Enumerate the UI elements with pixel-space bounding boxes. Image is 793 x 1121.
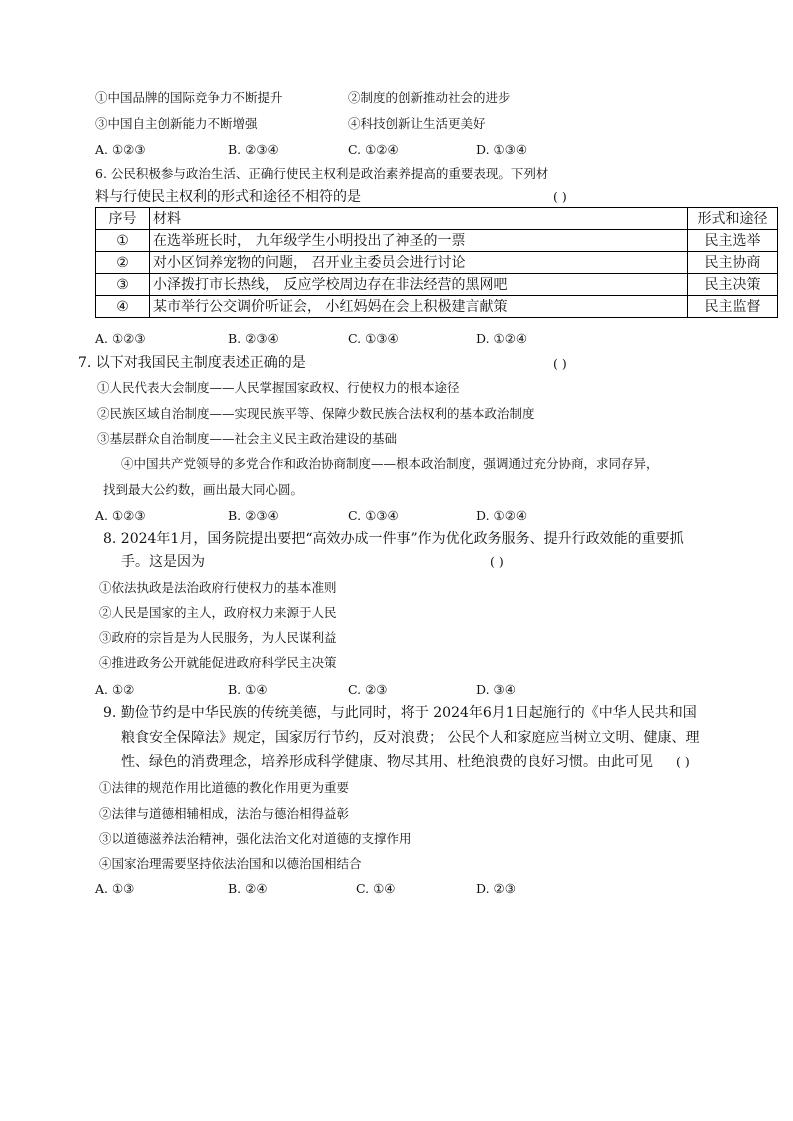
header-material: 材料 xyxy=(150,208,688,230)
table-row xyxy=(96,252,778,274)
q6-table xyxy=(95,207,778,318)
q6-answer-paren: ( ) xyxy=(553,189,567,204)
q5-option-a: A. ①②③ xyxy=(95,142,146,157)
row-form: 民主监督 xyxy=(688,296,778,318)
q9-option-a: A. ①③ xyxy=(95,881,135,896)
q9-answer-paren: ( ) xyxy=(676,754,690,769)
q9-option-c: C. ①④ xyxy=(356,881,396,896)
q9-item-3: ③以道德滋养法治精神，强化法治文化对道德的支撑作用 xyxy=(99,831,412,846)
q6-option-d: D. ①②④ xyxy=(476,331,528,346)
q8-option-b: B. ①④ xyxy=(228,682,268,697)
row-material: 在选举班长时， 九年级学生小明投出了神圣的一票 xyxy=(150,230,688,252)
row-index: ③ xyxy=(96,274,150,296)
q7-item-4-cont: 找到最大公约数，画出最大同心圆。 xyxy=(103,482,304,497)
header-form: 形式和途径 xyxy=(688,208,778,230)
header-index: 序号 xyxy=(96,208,150,230)
q9-option-b: B. ②④ xyxy=(228,881,268,896)
q5-item-4: ④科技创新让生活更美好 xyxy=(348,116,486,131)
q8-answer-paren: ( ) xyxy=(490,554,504,569)
row-material: 对小区饲养宠物的问题， 召开业主委员会进行讨论 xyxy=(150,252,688,274)
row-form: 民主选举 xyxy=(688,230,778,252)
q5-item-2: ②制度的创新推动社会的进步 xyxy=(348,90,511,105)
q5-item-1: ①中国品牌的国际竞争力不断提升 xyxy=(95,90,283,105)
q8-item-1: ①依法执政是法治政府行使权力的基本准则 xyxy=(99,580,337,595)
q5-option-c: C. ①②④ xyxy=(348,142,399,157)
q9-item-1: ①法律的规范作用比道德的教化作用更为重要 xyxy=(99,780,350,795)
q5-option-d: D. ①③④ xyxy=(476,142,528,157)
q7-option-a: A. ①②③ xyxy=(95,508,146,523)
row-index: ② xyxy=(96,252,150,274)
q9-stem-line3: 性、绿色的消费理念，培养形成科学健康、物尽其用、杜绝浪费的良好习惯。由此可见 xyxy=(121,754,653,770)
q6-option-c: C. ①③④ xyxy=(348,331,399,346)
q7-item-2: ②民族区域自治制度——实现民族平等、保障少数民族合法权利的基本政治制度 xyxy=(97,406,535,421)
row-material: 小泽拨打市长热线， 反应学校周边存在非法经营的黑网吧 xyxy=(150,274,688,296)
q8-stem-line2: 手。这是因为 xyxy=(121,554,205,570)
q6-stem-line1: 6. 公民积极参与政治生活、正确行使民主权利是政治素养提高的重要表现。下列材 xyxy=(95,166,549,181)
q8-option-c: C. ②③ xyxy=(348,682,388,697)
q7-option-c: C. ①③④ xyxy=(348,508,399,523)
table-row xyxy=(96,296,778,318)
row-form: 民主协商 xyxy=(688,252,778,274)
q7-stem: 7. 以下对我国民主制度表述正确的是 xyxy=(78,355,306,371)
q7-item-1: ①人民代表大会制度——人民掌握国家政权、行使权力的根本途径 xyxy=(97,380,460,395)
table-row xyxy=(96,230,778,252)
q7-item-3: ③基层群众自治制度——社会主义民主政治建设的基础 xyxy=(97,431,398,446)
q7-option-b: B. ②③④ xyxy=(228,508,279,523)
q5-option-b: B. ②③④ xyxy=(228,142,279,157)
q7-answer-paren: ( ) xyxy=(553,356,567,371)
q6-stem-line2: 料与行使民主权利的形式和途径不相符的是 xyxy=(95,189,361,205)
q9-option-d: D. ②③ xyxy=(476,881,516,896)
row-index: ④ xyxy=(96,296,150,318)
q8-option-a: A. ①② xyxy=(95,682,135,697)
q8-item-4: ④推进政务公开就能促进政府科学民主决策 xyxy=(99,655,337,670)
q7-item-4: ④中国共产党领导的多党合作和政治协商制度——根本政治制度，强调通过充分协商，求同存异， xyxy=(121,456,659,471)
row-index: ① xyxy=(96,230,150,252)
q5-item-3: ③中国自主创新能力不断增强 xyxy=(95,116,258,131)
q9-item-2: ②法律与道德相辅相成，法治与德治相得益彰 xyxy=(99,806,350,821)
q9-stem-line1: 9. 勤俭节约是中华民族的传统美德，与此同时，将于 2024年6月1日起施行的《中华人民共和国 xyxy=(103,705,697,721)
q6-option-a: A. ①②③ xyxy=(95,331,146,346)
q8-item-3: ③政府的宗旨是为人民服务，为人民谋利益 xyxy=(99,630,337,645)
q8-option-d: D. ③④ xyxy=(476,682,516,697)
row-form: 民主决策 xyxy=(688,274,778,296)
q8-stem-line1: 8. 2024年1月，国务院提出要把“高效办成一件事”作为优化政务服务、提升行政效能的重要抓 xyxy=(103,531,684,547)
table-row xyxy=(96,274,778,296)
q6-option-b: B. ②③④ xyxy=(228,331,279,346)
q7-option-d: D. ①②④ xyxy=(476,508,528,523)
q9-stem-line2: 粮食安全保障法》规定，国家厉行节约，反对浪费； 公民个人和家庭应当树立文明、健康、理 xyxy=(121,730,700,746)
q9-item-4: ④国家治理需要坚持依法治国和以德治国相结合 xyxy=(99,856,362,871)
row-material: 某市举行公交调价听证会， 小红妈妈在会上积极建言献策 xyxy=(150,296,688,318)
table-header-row xyxy=(96,208,778,230)
q8-item-2: ②人民是国家的主人，政府权力来源于人民 xyxy=(99,605,337,620)
